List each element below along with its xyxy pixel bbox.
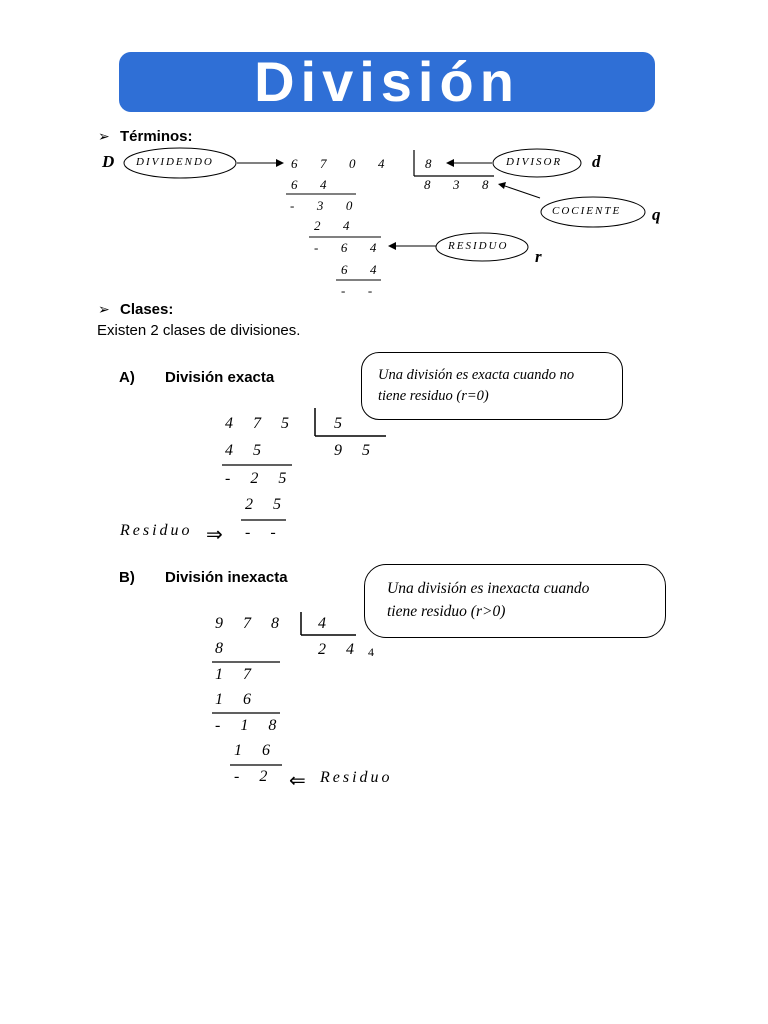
terminos-row-2: 6 4 (291, 177, 327, 192)
inexacta-letter: B) (119, 569, 135, 586)
double-arrow-left-icon: ⇐ (289, 768, 306, 792)
exacta-note-line-2: tiene residuo (r=0) (378, 388, 489, 404)
label-residuo: RESIDUO (448, 240, 509, 252)
terminos-row-7: - - (341, 283, 373, 298)
exacta-row-4: 2 5 (245, 496, 281, 513)
terminos-heading: Términos: (120, 128, 193, 145)
clases-intro: Existen 2 clases de divisiones. (97, 322, 301, 339)
inexacta-row-3: 1 7 (215, 666, 251, 683)
exacta-letter: A) (119, 369, 135, 386)
exacta-dividend: 4 7 5 (225, 415, 289, 432)
terminos-row-5: - 6 4 (314, 240, 377, 255)
inexacta-dividend: 9 7 8 (215, 615, 279, 632)
terminos-divisor: 8 (425, 156, 432, 171)
clases-heading: Clases: (120, 301, 174, 318)
terminos-row-3: - 3 0 (290, 198, 353, 213)
terminos-dividend: 6 7 0 4 (291, 156, 385, 171)
inexacta-heading: División inexacta (165, 569, 288, 586)
exacta-divisor: 5 (334, 415, 342, 432)
exacta-quotient: 9 5 (334, 442, 370, 459)
double-arrow-right-icon: ⇒ (206, 522, 223, 546)
inexacta-residuo-label: Residuo (320, 769, 393, 786)
symbol-q: q (652, 205, 661, 224)
inexacta-row-6: 1 6 (234, 742, 270, 759)
symbol-r: r (535, 247, 542, 266)
inexacta-note (364, 564, 666, 638)
inexacta-note-line-2: tiene residuo (r>0) (387, 603, 506, 620)
inexacta-note-line-1: Una división es inexacta cuando (387, 580, 590, 597)
exacta-row-2: 4 5 (225, 442, 261, 459)
exacta-residuo-label: Residuo (120, 522, 193, 539)
bullet-arrow-icon: ➢ (98, 301, 110, 317)
inexacta-row-5: - 1 8 (215, 717, 277, 734)
terminos-row-4: 2 4 (314, 218, 350, 233)
terminos-quotient: 8 3 8 (424, 177, 489, 192)
exacta-row-5: - - (245, 524, 276, 541)
symbol-d: d (592, 152, 601, 171)
symbol-D: D (102, 152, 115, 171)
inexacta-row-4: 1 6 (215, 691, 251, 708)
bullet-arrow-icon: ➢ (98, 128, 110, 144)
terminos-row-6: 6 4 (341, 262, 377, 277)
inexacta-row-2: 8 (215, 640, 223, 657)
label-dividendo: DIVIDENDO (136, 156, 214, 168)
inexacta-row-7: - 2 (234, 768, 268, 785)
inexacta-quotient-extra: 4 (368, 645, 374, 659)
exacta-note (361, 352, 623, 420)
exacta-heading: División exacta (165, 369, 275, 386)
exacta-note-line-1: Una división es exacta cuando no (378, 367, 575, 383)
exacta-row-3: - 2 5 (225, 470, 287, 487)
label-cociente: COCIENTE (552, 205, 622, 217)
page-title: División (254, 50, 520, 113)
label-divisor: DIVISOR (506, 156, 563, 168)
inexacta-quotient: 2 4 (318, 641, 354, 658)
inexacta-divisor: 4 (318, 615, 326, 632)
